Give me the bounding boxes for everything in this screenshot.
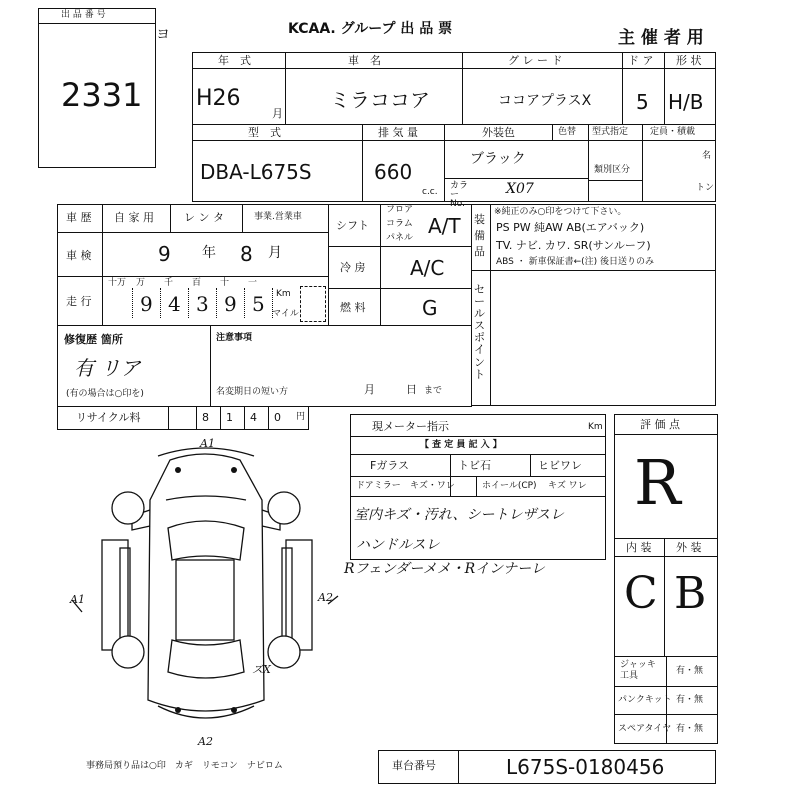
mileage-unit-km: Km	[276, 289, 291, 299]
name-change-day: 日	[406, 383, 417, 396]
shift-column: コラム	[386, 219, 413, 229]
caution-label: 注意事項	[216, 333, 253, 343]
inspection-label: 車 検	[66, 249, 92, 262]
jack-label: ジャッキ工具	[620, 660, 656, 681]
mileage-digit: 5	[252, 292, 265, 316]
sales-point-label: セールスポイント	[474, 283, 485, 381]
exterior-grade: B	[674, 568, 707, 619]
door-value: 5	[636, 90, 649, 114]
exterior-color-label: 外装色	[482, 126, 515, 139]
repair-note: (有の場合は○印を)	[66, 389, 144, 399]
year-value: H26	[196, 86, 241, 111]
displacement-unit: c.c.	[422, 187, 438, 197]
name-change-label: 名変期日の短い方	[216, 387, 289, 397]
lot-number-label: 出 品 番 号	[61, 10, 106, 20]
model-label: 型 式	[248, 126, 281, 139]
inspection-month: 8	[240, 242, 253, 266]
assessor-title: 【 査 定 員 記 入 】	[420, 440, 502, 450]
grade-label: グ レ ー ド	[508, 54, 563, 67]
keys-note: 事務局預り品は○印 カギ リモコン ナビロム	[86, 761, 283, 771]
spare-tire-value: 有・無	[676, 724, 704, 734]
car-name-label: 車 名	[348, 54, 381, 67]
category-label: 類別区分	[594, 165, 631, 175]
repair-value: 有 リア	[74, 356, 141, 380]
model-value: DBA-L675S	[200, 160, 312, 184]
mileage-unit-mile: マイル	[272, 309, 299, 319]
exterior-color-value: ブラック	[470, 151, 526, 167]
damage-mark-left: A1	[70, 593, 85, 606]
mileage-place-label: 千	[164, 278, 174, 288]
color-number-label: カラー No.	[450, 181, 469, 209]
inspection-month-unit: 月	[268, 245, 282, 261]
displacement-value: 660	[374, 160, 413, 184]
equipment-line3: ABS ・ 新車保証書←(注) 後日送りのみ	[496, 257, 655, 267]
wheel-opt: キズ ワレ	[548, 481, 587, 491]
chassis-value: L675S-0180456	[506, 755, 665, 779]
fglass-opt-crack: ヒビワレ	[538, 459, 582, 472]
recycle-digit: 0	[274, 411, 281, 424]
recycle-unit: 円	[296, 412, 306, 422]
type-designation-label: 型式指定	[592, 127, 629, 137]
year-label: 年 式	[218, 54, 251, 67]
name-change-deadline: まで	[424, 386, 443, 396]
fuel-label: 燃 料	[340, 301, 366, 314]
equipment-note: ※純正のみ○印をつけて下さい。	[494, 207, 627, 217]
form-title: KCAA. グループ 出 品 票	[288, 21, 453, 37]
fglass-label: Fガラス	[370, 459, 409, 472]
color-number-value: X07	[506, 181, 534, 197]
shape-label: 形 状	[676, 54, 702, 67]
name-change-month: 月	[364, 383, 375, 396]
fuel-value: G	[422, 296, 438, 320]
damage-mark-front: A1	[200, 437, 215, 450]
mileage-digit: 9	[140, 292, 153, 316]
shift-panel: パネル	[386, 233, 414, 243]
mileage-digit: 4	[168, 292, 181, 316]
year-month-suffix: 月	[272, 107, 283, 120]
interior-grade: C	[624, 568, 658, 619]
recycle-digit: 8	[202, 411, 209, 424]
aircon-value: A/C	[410, 256, 445, 280]
mileage-place-label: 十	[220, 278, 230, 288]
car-name-value: ミラココア	[330, 88, 430, 112]
inspection-year: 9	[158, 242, 171, 266]
usage-rental: レ ン タ	[184, 211, 224, 224]
recycle-digit: 1	[226, 411, 233, 424]
capacity-tons: トン	[696, 183, 715, 193]
organizer-label: 主 催 者 用	[618, 28, 704, 48]
grade-value: ココアプラスX	[498, 93, 592, 109]
shift-label: シフト	[336, 219, 369, 232]
assessor-note-2: ハンドルスレ	[356, 537, 440, 553]
mirror-label: ドアミラー	[356, 481, 401, 491]
lot-side-char: ヨ	[156, 27, 170, 43]
puncture-kit-value: 有・無	[676, 695, 704, 705]
mirror-opt: キズ・ワレ	[410, 481, 455, 491]
mileage-digit: 9	[224, 292, 237, 316]
meter-unit: Km	[588, 422, 603, 432]
mileage-place-label: 百	[192, 278, 202, 288]
equipment-line1: PS PW 純AW AB(エアバック)	[496, 221, 645, 234]
mileage-place-label: 一	[248, 278, 258, 288]
mileage-place-label: 十万	[108, 278, 127, 288]
damage-mark-rear: A2	[198, 735, 213, 748]
capacity-label: 定員・積載	[650, 127, 696, 137]
usage-label: 車 歴	[66, 211, 92, 224]
fglass-opt-stone: トビ石	[458, 459, 491, 472]
shape-value: H/B	[668, 90, 704, 114]
assessor-note-3: Rフェンダーメメ・Rインナーレ	[344, 561, 545, 577]
shift-floor: フロア	[386, 205, 414, 215]
mileage-place-label: 万	[136, 278, 146, 288]
recycle-digit: 4	[250, 411, 257, 424]
aircon-label: 冷 房	[340, 261, 366, 274]
equipment-line2: TV. ナビ. カワ. SR(サンルーフ)	[496, 239, 651, 252]
color-change-label: 色替	[558, 127, 577, 137]
grade-value: R	[634, 446, 681, 519]
lot-number-value: 2331	[61, 76, 143, 114]
damage-mark-rear-right: ズX	[252, 663, 271, 676]
puncture-kit-label: パンクキット	[618, 695, 672, 705]
meter-label: 現メーター指示	[372, 420, 449, 433]
capacity-persons: 名	[702, 151, 712, 161]
door-label: ド ア	[628, 54, 654, 67]
mileage-label: 走 行	[66, 295, 92, 308]
jack-value: 有・無	[676, 666, 704, 676]
assessor-note-1: 室内キズ・汚れ、シートレザスレ	[354, 507, 564, 523]
spare-tire-label: スペアタイヤ	[618, 724, 672, 734]
displacement-label: 排 気 量	[378, 126, 418, 139]
damage-mark-right: A2	[318, 591, 333, 604]
inspection-year-unit: 年	[202, 245, 216, 261]
interior-label: 内 装	[626, 541, 652, 554]
usage-private: 自 家 用	[114, 211, 154, 224]
grade-title: 評 価 点	[640, 418, 680, 431]
equipment-label: 装 備 品	[474, 213, 485, 258]
recycle-label: リサイクル料	[76, 411, 141, 424]
mileage-digit: 3	[196, 292, 209, 316]
chassis-label: 車台番号	[392, 759, 436, 772]
usage-business: 事業.営業車	[254, 212, 302, 222]
shift-value: A/T	[428, 214, 461, 238]
wheel-label: ホイール(CP)	[482, 481, 537, 491]
exterior-label: 外 装	[676, 541, 702, 554]
repair-label: 修復歴 箇所	[64, 333, 123, 346]
